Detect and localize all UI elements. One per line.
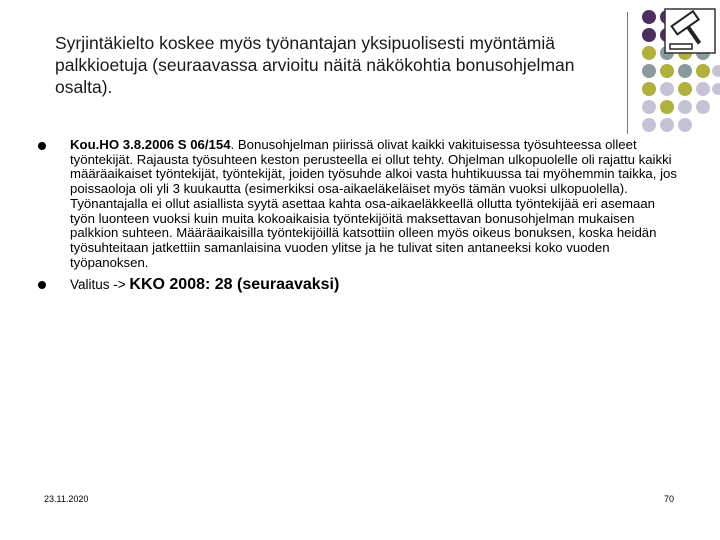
case-description: . Bonusohjelman piirissä olivat kaikki vakituisessa työsuhteessa olleet työntekijät. Rajausta työsuhteen keston perusteella ei ollut tehty. Ohjelman ulkopuolelle oli rajattu kaikki määräaikaiset työntekijät, työntekijät, joiden työsuhde alkoi vasta huhtikuussa tai myöhemmin taikka, jos poissaoloja oli yli 3 kuukautta (esimerkiksi osa-aikaeläkeläiset myös tämän vuoksi ulkopuolella). Työnantajalla ei ollut asiallista syytä asettaa kahta osa-aikaeläkkeellä ollutta työntekijää eri asemaan työn luonteen vuoksi kuin muita kokoaikaisia työntekijöitä maksettavan bonusohjelman mukaisen palkkion suhteen. Määräaikaisilla työntekijöillä katsottiin olleen myös oikeus bonuksen, koska heidän työsuhteitaan jatkettiin samanlaisina vuoden ylitse ja he tulivat siten antaneeksi koko vuoden työpanoksen.: [70, 137, 677, 270]
case-reference: Kou.HO 3.8.2006 S 06/154: [70, 137, 231, 152]
decorative-divider: [627, 12, 628, 134]
gavel-icon: [664, 8, 716, 54]
bullet-list: [38, 138, 678, 295]
slide-title: Syrjintäkielto koskee myös työnantajan yksipuolisesti myöntämiä palkkioetuja (seuraavassa arvioitu näitä näkökohtia bonusohjelman osalta).: [55, 33, 575, 97]
list-item: [38, 275, 678, 295]
bullet-icon: [38, 281, 46, 289]
bullet-icon: [38, 142, 46, 150]
page-number: 70: [664, 494, 675, 504]
footer-date: 23.11.2020: [44, 494, 89, 504]
appeal-reference: KKO 2008: 28 (seuraavaksi): [129, 276, 340, 294]
appeal-label: Valitus ->: [70, 277, 130, 293]
list-item: [38, 138, 678, 270]
